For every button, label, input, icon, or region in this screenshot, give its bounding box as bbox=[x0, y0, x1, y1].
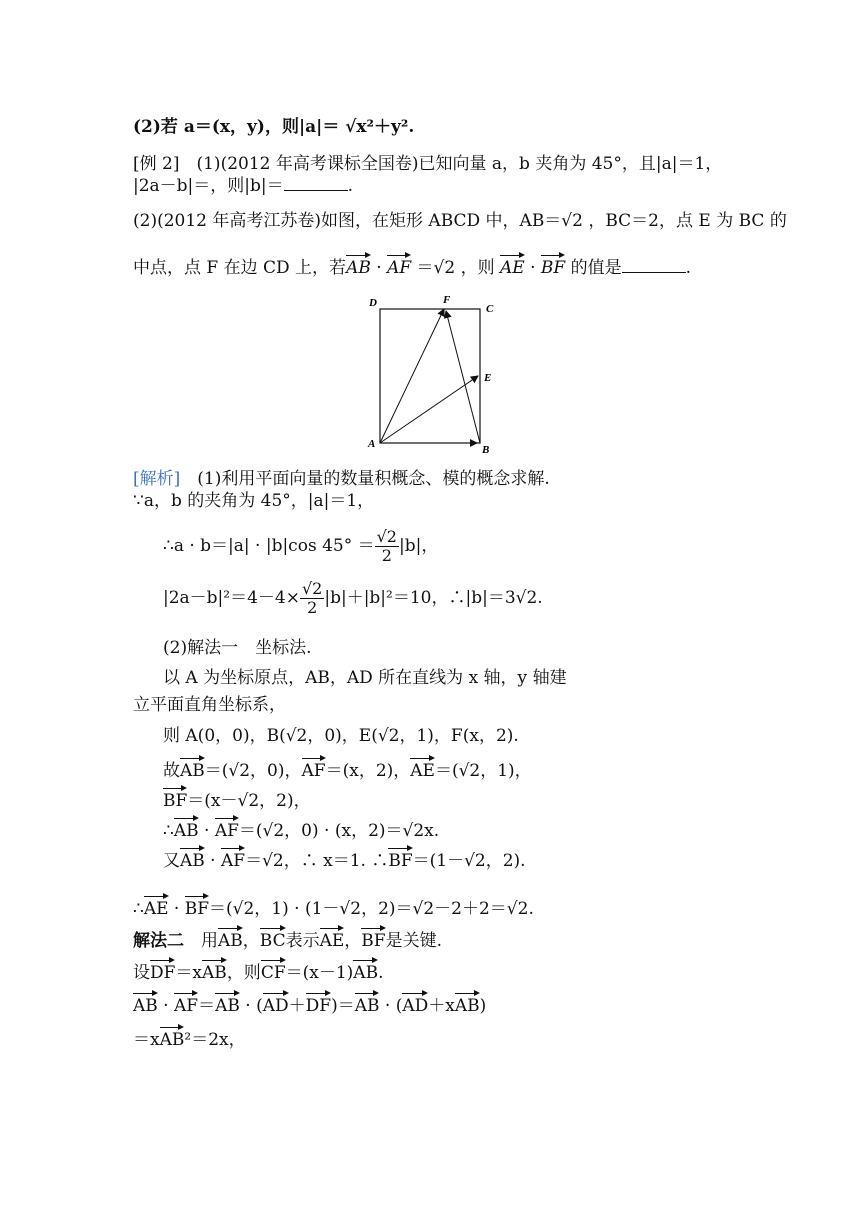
vector-ab: AB bbox=[133, 990, 158, 1017]
vector-ae: AE bbox=[144, 893, 169, 920]
method-1-line-7 bbox=[163, 845, 526, 872]
answer-blank bbox=[284, 176, 348, 191]
text: ＝(√2，0) · (x，2)＝√2x. bbox=[238, 821, 440, 841]
method-1-line-2: 立平面直角坐标系， bbox=[133, 695, 286, 715]
example-2-part-2-line-2 bbox=[133, 252, 691, 279]
vector-ab: AB bbox=[455, 990, 480, 1017]
numerator: √2 bbox=[376, 527, 397, 546]
label-f: F bbox=[443, 294, 451, 306]
text: (1)利用平面向量的数量积概念、模的概念求解. bbox=[180, 469, 550, 489]
text: |2a－b|＝，则|b|＝ bbox=[133, 176, 284, 196]
text: ＝(x，2)， bbox=[325, 761, 411, 781]
example-2-line-1: [例 2] (1)(2012 年高考课标全国卷)已知向量 a，b 夹角为 45°，且|a|＝1， bbox=[133, 154, 723, 174]
vector-ae: AE bbox=[320, 925, 345, 952]
method-1-line-5 bbox=[163, 785, 311, 812]
text: ²＝2x， bbox=[184, 1030, 246, 1050]
vector-bf: BF bbox=[388, 845, 412, 872]
dot-operator: · bbox=[370, 258, 388, 278]
text: ＝(1－√2，2). bbox=[412, 851, 526, 871]
solution-because: ∵a，b 的夹角为 45°，|a|＝1， bbox=[133, 491, 375, 511]
vector-ab: AB bbox=[218, 925, 243, 952]
text: ＋ bbox=[288, 996, 306, 1016]
text: ＝x bbox=[133, 1030, 160, 1050]
method-1-line-4 bbox=[163, 755, 532, 782]
answer-blank bbox=[622, 258, 686, 273]
text: 是关键. bbox=[385, 931, 442, 951]
dot-operator: · bbox=[157, 996, 174, 1016]
solution-equation-2 bbox=[163, 575, 543, 621]
method-2-line-1 bbox=[133, 925, 442, 952]
numerator: √2 bbox=[301, 579, 323, 598]
method-1-line-1: 以 A 为坐标原点，AB，AD 所在直线为 x 轴，y 轴建 bbox=[163, 668, 567, 688]
dot-operator: · bbox=[168, 899, 185, 919]
text: . bbox=[685, 258, 692, 278]
rectangle-abcd bbox=[380, 309, 480, 443]
method-2-title: 解法二 bbox=[133, 931, 184, 951]
arrow-ae bbox=[380, 376, 478, 443]
dot-operator: · bbox=[204, 851, 221, 871]
vector-bf: BF bbox=[361, 925, 385, 952]
vector-af: AF bbox=[387, 252, 411, 279]
text: ，则 bbox=[226, 963, 261, 983]
text: ＝√2 ，则 bbox=[411, 258, 501, 278]
text: 表示 bbox=[285, 931, 320, 951]
text: · ( bbox=[239, 996, 263, 1016]
text: 设 bbox=[133, 963, 150, 983]
vector-ab: AB bbox=[174, 815, 199, 842]
text: ＝√2，∴ x＝1. ∴ bbox=[245, 851, 389, 871]
label-b: B bbox=[482, 444, 490, 456]
method-2-line-4 bbox=[133, 1024, 246, 1051]
text: ＝(x－1) bbox=[285, 963, 354, 983]
text: ) bbox=[479, 996, 487, 1016]
text: ， bbox=[344, 931, 362, 951]
line-formula-modulus: (2)若 a＝(x，y)，则|a|＝ √x²＋y². bbox=[133, 117, 415, 137]
fraction bbox=[375, 528, 399, 565]
vector-ad: AD bbox=[263, 990, 289, 1017]
vector-af: AF bbox=[302, 755, 326, 782]
vector-bf: BF bbox=[185, 893, 209, 920]
label-d: D bbox=[369, 297, 377, 309]
vector-af: AF bbox=[174, 990, 198, 1017]
arrow-af bbox=[380, 309, 444, 443]
rectangle-figure bbox=[360, 292, 500, 457]
vector-ae: AE bbox=[500, 252, 525, 279]
text: |b|＋|b|²＝10，∴|b|＝3√2. bbox=[324, 588, 543, 608]
text: 用 bbox=[184, 931, 218, 951]
vector-ab: AB bbox=[180, 755, 205, 782]
text: )＝ bbox=[331, 996, 355, 1016]
vector-ab: AB bbox=[346, 252, 371, 279]
text: ＋x bbox=[428, 996, 455, 1016]
text: ＝(√2，0)， bbox=[204, 761, 302, 781]
vector-bf: BF bbox=[541, 252, 565, 279]
text: ∴ bbox=[163, 821, 174, 841]
vector-ab: AB bbox=[353, 957, 378, 984]
vector-ab: AB bbox=[355, 990, 380, 1017]
text: 又 bbox=[163, 851, 180, 871]
vector-ad: AD bbox=[402, 990, 428, 1017]
text: . bbox=[378, 963, 384, 983]
dot-operator: · bbox=[524, 258, 541, 278]
text: |b|， bbox=[398, 536, 439, 556]
solution-tag: [解析] bbox=[133, 469, 181, 489]
vector-ab: AB bbox=[180, 845, 205, 872]
text: ＝(√2，1) · (1－√2，2)＝√2－2＋2＝√2. bbox=[209, 899, 534, 919]
text: 故 bbox=[163, 761, 180, 781]
text: 中点，点 F 在边 CD 上，若 bbox=[133, 258, 347, 278]
method-1-line-8 bbox=[133, 893, 534, 920]
text: · ( bbox=[379, 996, 403, 1016]
label-e: E bbox=[484, 372, 492, 384]
text: ， bbox=[242, 931, 260, 951]
vector-ab: AB bbox=[202, 957, 227, 984]
solution-equation-1 bbox=[163, 523, 438, 569]
text: . bbox=[347, 176, 354, 196]
vector-af: AF bbox=[221, 845, 245, 872]
denominator: 2 bbox=[381, 546, 392, 565]
example-2-part-2-line-1: (2)(2012 年高考江苏卷)如图，在矩形 ABCD 中，AB＝√2 ，BC＝2，点 E 为 BC 的 bbox=[133, 211, 787, 231]
text: ∴a · b＝|a| · |b|cos 45° ＝ bbox=[163, 536, 375, 556]
method-1-line-6 bbox=[163, 815, 439, 842]
fraction bbox=[300, 580, 324, 617]
vector-bc: BC bbox=[260, 925, 286, 952]
vector-af: AF bbox=[215, 815, 239, 842]
vector-df: DF bbox=[150, 957, 175, 984]
text: |2a－b|²＝4－4× bbox=[163, 588, 300, 608]
label-a: A bbox=[368, 438, 376, 450]
text: 的值是 bbox=[565, 258, 622, 278]
text: ＝(√2，1)， bbox=[434, 761, 532, 781]
vector-ab: AB bbox=[160, 1024, 185, 1051]
text: ＝(x－√2，2)， bbox=[187, 791, 311, 811]
arrow-bf bbox=[446, 311, 480, 443]
method-1-title: (2)解法一 坐标法. bbox=[163, 638, 312, 658]
vector-ab: AB bbox=[215, 990, 240, 1017]
vector-ae: AE bbox=[410, 755, 435, 782]
method-1-line-3: 则 A(0，0)，B(√2，0)，E(√2，1)，F(x，2). bbox=[163, 726, 519, 746]
text: ＝ bbox=[198, 996, 216, 1016]
solution-line-1 bbox=[133, 468, 550, 490]
denominator: 2 bbox=[307, 598, 318, 617]
dot-operator: · bbox=[198, 821, 215, 841]
method-2-line-3 bbox=[133, 990, 486, 1017]
vector-df: DF bbox=[306, 990, 331, 1017]
method-2-line-2 bbox=[133, 957, 383, 984]
vector-cf: CF bbox=[261, 957, 286, 984]
vector-bf: BF bbox=[163, 785, 187, 812]
text: ＝x bbox=[175, 963, 203, 983]
text: ∴ bbox=[133, 899, 144, 919]
example-2-line-2 bbox=[133, 175, 353, 197]
label-c: C bbox=[486, 303, 494, 315]
